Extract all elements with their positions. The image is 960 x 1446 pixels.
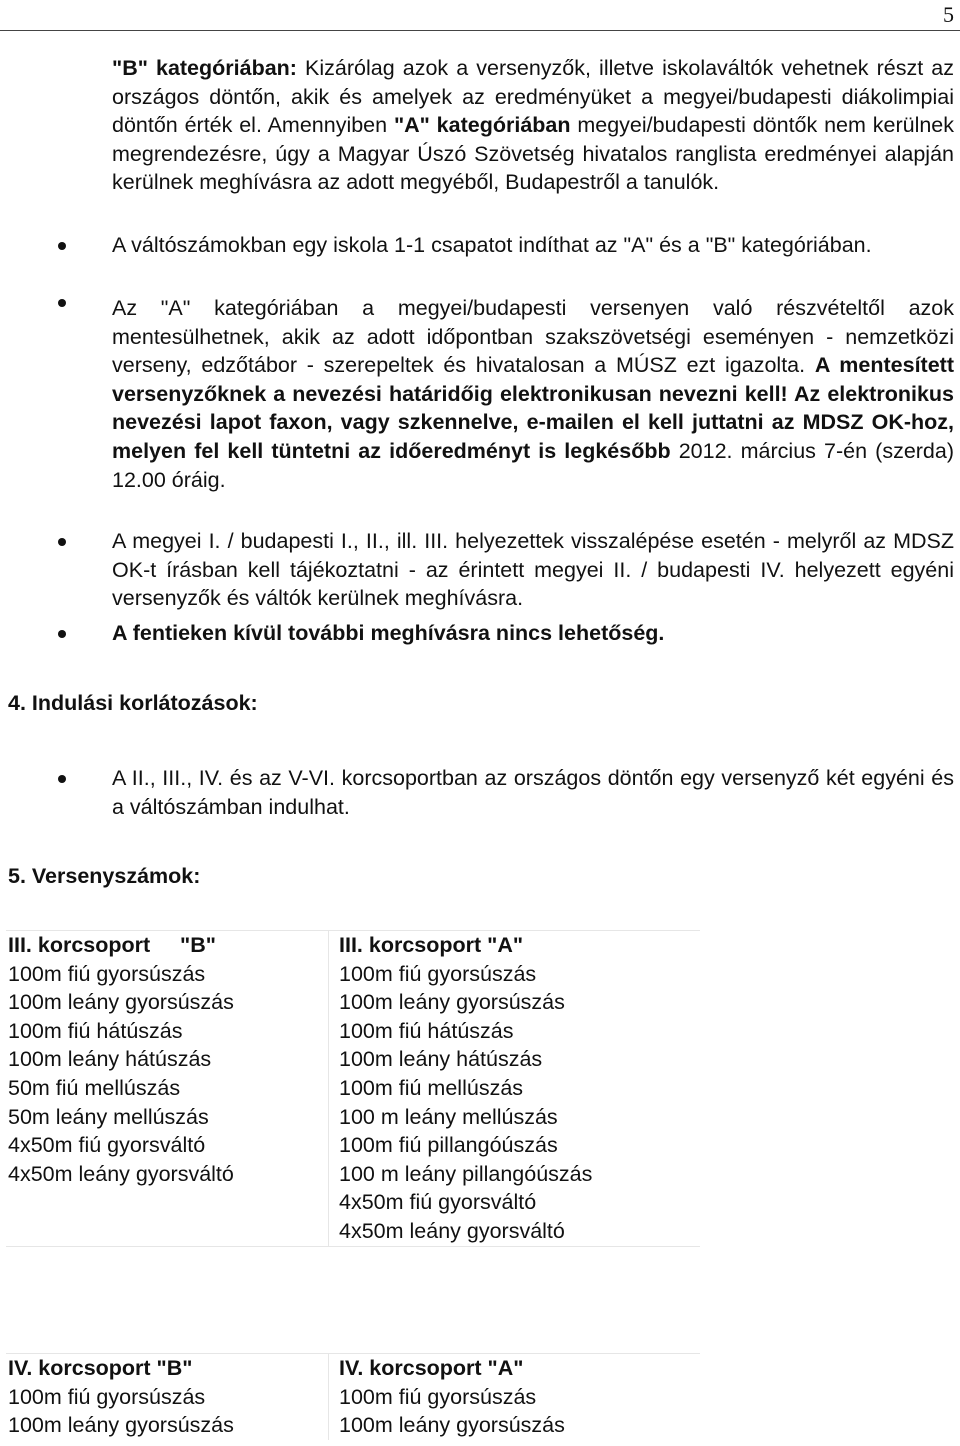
event-cell: 100m fiú gyorsúszás — [339, 1384, 537, 1409]
bullet-dot — [58, 538, 66, 546]
event-cell: 4x50m leány gyorsváltó — [6, 1160, 329, 1189]
table-row — [6, 988, 700, 1017]
a-category-bold: "A" kategóriában — [393, 113, 571, 138]
section-4-bullet-text — [112, 764, 954, 821]
table-row — [6, 1017, 700, 1046]
table-row — [6, 1217, 700, 1246]
section-4-text: A II., III., IV. és az V-VI. korcsoportban az országos döntőn egy versenyző két egyéni és a váltószámban indulhat. — [112, 766, 954, 819]
withdrawal-bullet-text — [112, 527, 954, 613]
table-iv-korcsoport — [6, 1353, 700, 1440]
event-cell: 100 m leány mellúszás — [339, 1104, 558, 1129]
table-row — [6, 1188, 700, 1217]
relay-bullet-text — [112, 231, 954, 260]
event-cell: 100m fiú hátúszás — [6, 1017, 329, 1046]
event-cell: 100m leány gyorsúszás — [339, 1413, 565, 1438]
table-header-row — [6, 1354, 700, 1383]
event-cell: 100m fiú gyorsúszás — [6, 1383, 329, 1412]
table-row — [6, 1383, 700, 1412]
withdrawal-text: A megyei I. / budapesti I., II., ill. III. helyezettek visszalépése esetén - melyről az MDSZ OK-t írásban kell tájékoztatni - az érintett megyei II. / budapesti IV. helyezett egyéni versenyzők és váltók kerülnek meghívásra. — [112, 529, 954, 611]
event-cell: 100m leány hátúszás — [6, 1045, 329, 1074]
table-iii-korcsoport — [6, 930, 700, 1247]
event-cell: 100m leány gyorsúszás — [6, 1411, 329, 1440]
event-cell: 100m fiú pillangóúszás — [339, 1133, 558, 1158]
event-cell: 100 m leány pillangóúszás — [339, 1161, 593, 1186]
event-cell: 100m leány hátúszás — [339, 1047, 543, 1072]
exemption-bullet-text — [112, 294, 954, 494]
bullet-dot — [58, 630, 66, 638]
event-cell — [6, 1188, 329, 1217]
event-cell: 100m fiú mellúszás — [339, 1075, 524, 1100]
exemption-text2: 2012. március 7-én (szerda) 12.00 óráig. — [112, 438, 955, 492]
event-cell — [6, 1217, 329, 1246]
section-4-heading: 4. Indulási korlátozások: — [8, 691, 258, 715]
b-category-paragraph — [112, 54, 954, 197]
header-iv-b: IV. korcsoport "B" — [6, 1354, 329, 1383]
event-cell: 4x50m fiú gyorsváltó — [6, 1131, 329, 1160]
table-row — [6, 1131, 700, 1160]
b-category-label: "B" kategóriában: — [112, 56, 297, 80]
table-header-row — [6, 931, 700, 960]
table-row — [6, 1074, 700, 1103]
exemption-bold: A mentesített versenyzőknek a nevezési határidőig elektronikusan nevezni kell! Az elektronikus nevezési lapot faxon, vagy szkennelve, e-mailen el kell juttatni az MDSZ OK-hoz, melyen fel kell tüntetni az időeredményt is legkésőbb — [112, 353, 954, 463]
header-iii-a: III. korcsoport "A" — [329, 931, 701, 960]
header-iv-a: IV. korcsoport "A" — [329, 1354, 701, 1383]
event-cell: 100m fiú gyorsúszás — [6, 960, 329, 989]
no-more-bullet-text — [112, 619, 954, 648]
page-number: 5 — [943, 2, 954, 27]
table-row — [6, 960, 700, 989]
bullet-dot — [58, 242, 66, 250]
b-category-text1: Kizárólag azok a versenyzők, illetve iskolaváltók vehetnek részt az országos döntőn, akik és amelyek az eredményüket a megyei/budapesti diákolimpiai döntőn érték el. Amennyiben — [112, 56, 954, 138]
section-5-heading: 5. Versenyszámok: — [8, 864, 201, 888]
exemption-text1: Az "A" kategóriában a megyei/budapesti versenyen való részvételtől azok mentesülhetnek, akik az adott időpontban szakszövetségi eseményen - nemzetközi verseny, edzőtábor - szerepeltek és hivatalosan a MÚSZ ezt igazolta. — [112, 296, 954, 378]
event-cell: 50m fiú mellúszás — [6, 1074, 329, 1103]
table-row — [6, 1160, 700, 1189]
event-cell: 100m leány gyorsúszás — [339, 990, 565, 1015]
bullet-dot — [58, 775, 66, 783]
table-row — [6, 1045, 700, 1074]
b-category-text2: megyei/budapesti döntők nem kerülnek megrendezésre, úgy a Magyar Úszó Szövetség hivatalos ranglista eredményei alapján kerülnek meghívásra az adott megyéből, Budapestről a tanulók. — [112, 113, 955, 195]
table-row — [6, 1411, 700, 1440]
event-cell: 100m leány gyorsúszás — [6, 988, 329, 1017]
event-cell: 4x50m fiú gyorsváltó — [339, 1190, 537, 1215]
header-iii-b: III. korcsoport "B" — [6, 931, 329, 960]
bullet-dot — [58, 299, 66, 307]
event-cell: 100m fiú hátúszás — [339, 1018, 514, 1043]
event-cell: 100m fiú gyorsúszás — [339, 961, 537, 986]
header-rule — [0, 30, 960, 31]
relay-text: A váltószámokban egy iskola 1-1 csapatot indíthat az "A" és a "B" kategóriában. — [112, 233, 872, 257]
event-cell: 4x50m leány gyorsváltó — [329, 1217, 701, 1246]
table-row — [6, 1103, 700, 1132]
no-more-text: A fentieken kívül további meghívásra nincs lehetőség. — [112, 621, 665, 645]
event-cell: 50m leány mellúszás — [6, 1103, 329, 1132]
